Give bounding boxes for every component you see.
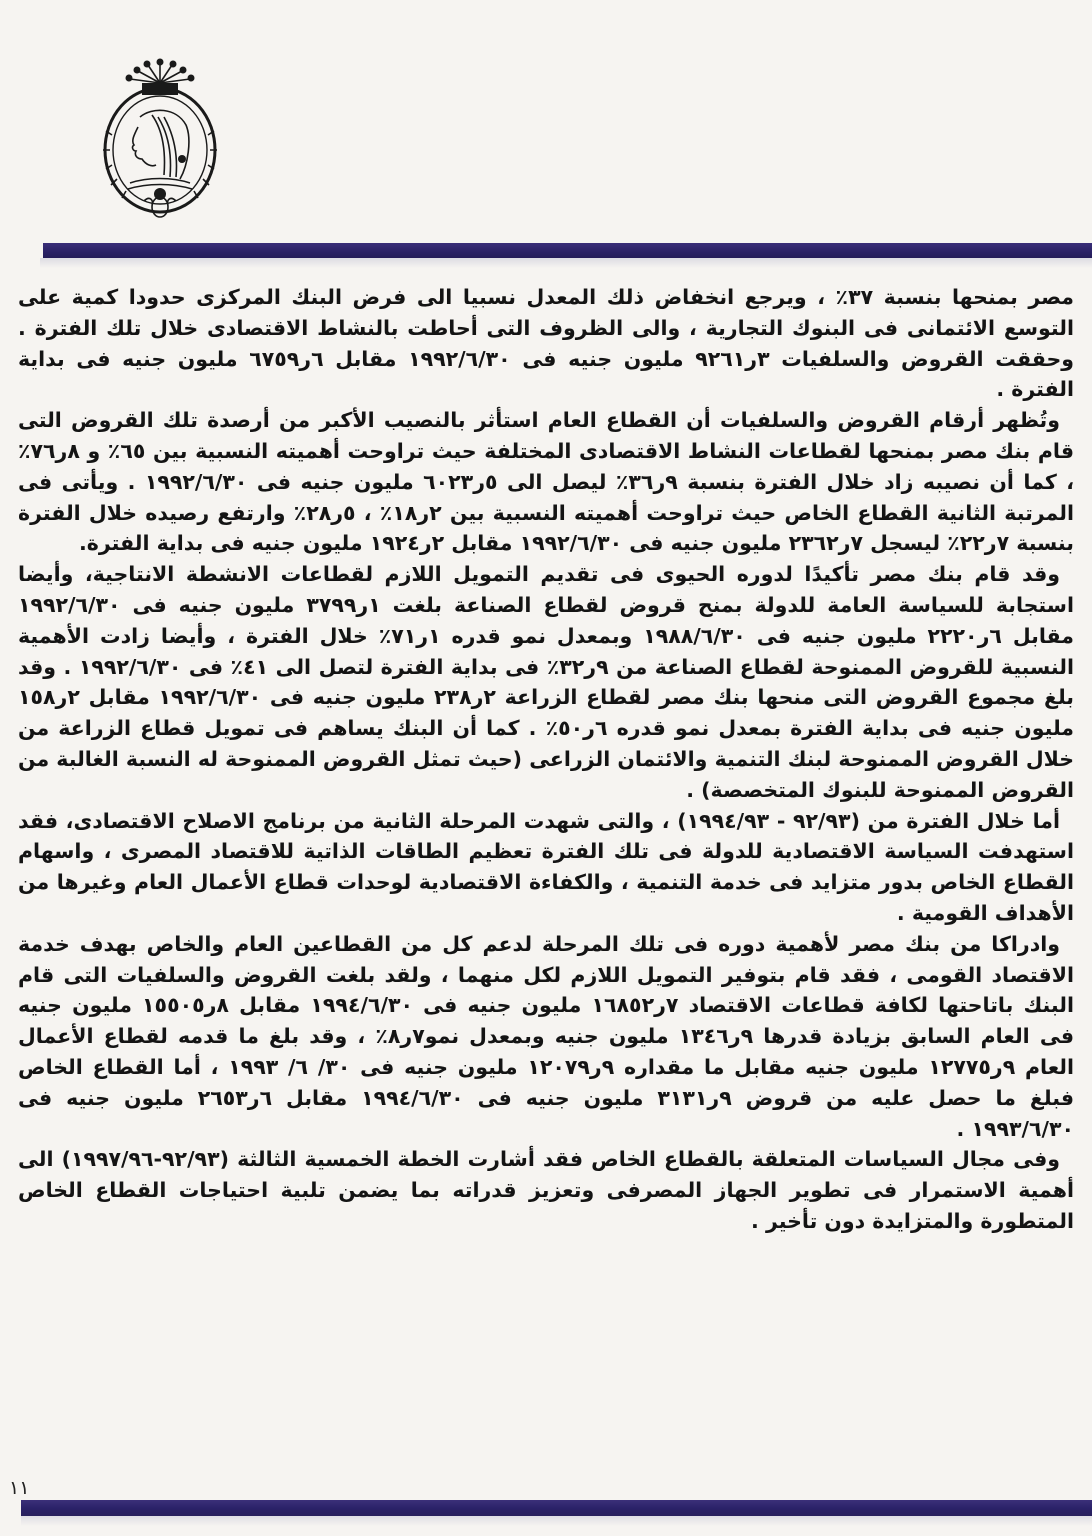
paragraph: وتُظهر أرقام القروض والسلفيات أن القطاع العام استأثر بالنصيب الأكبر من أرصدة تلك القروض التى قام بنك مصر بمنحها لقطاعات النشاط الاقتصادى المختلفة حيث تراوحت أهميته النسبية بين ٦٥٪ و ٨ر٧٦٪ ، كما أن نصيبه زاد خلال الفترة بنسبة ٩ر٣٦٪ ليصل الى ٥ر٦٠٢٣ مليون جنيه فى ١٩٩٢/٦/٣٠ . ويأتى فى المرتبة الثانية القطاع الخاص حيث تراوحت أهميته النسبية بين ٢ر١٨٪ ، ٥ر٢٨٪ وارتفع رصيده خلال الفترة بنسبة ٧ر٢٢٪ ليسجل ٧ر٢٣٦٢ مليون جنيه فى ١٩٩٢/٦/٣٠ مقابل ٢ر١٩٢٤ مليون جنيه فى بداية الفترة. [18,408,1074,556]
paragraph: مصر بمنحها بنسبة ٣٧٪ ، ويرجع انخفاض ذلك المعدل نسبيا الى فرض البنك المركزى حدودا كمية على التوسع الائتمانى فى البنوك التجارية ، والى الظروف التى أحاطت بالنشاط الاقتصادى خلال تلك الفترة . وحققت القروض والسلفيات ٣ر٩٢٦١ مليون جنيه فى ١٩٩٢/٦/٣٠ مقابل ٦ر٦٧٥٩ مليون جنيه فى بداية الفترة . [18,285,1074,402]
paragraph: أما خلال الفترة من (٩٢/٩٣ - ١٩٩٤/٩٣) ، والتى شهدت المرحلة الثانية من برنامج الاصلاح الاقتصادى، فقد استهدفت السياسة الاقتصادية للدولة فى تلك الفترة تعظيم الطاقات الذاتية للاقتصاد المصرى ، واسهام القطاع الخاص بدور متزايد فى خدمة التنمية ، والكفاءة الاقتصادية لوحدات قطاع الأعمال العام وغيرها من الأهداف القومية . [18,808,1074,925]
footer-band [21,1500,1092,1516]
footer-band-shadow [21,1516,1092,1526]
page-number: ١١ [9,1477,30,1499]
paragraph: وفى مجال السياسات المتعلقة بالقطاع الخاص فقد أشارت الخطة الخمسية الثالثة (٩٢/٩٣-١٩٩٧/٩٦) الى أهمية الاستمرار فى تطوير الجهاز المصرفى وتعزيز قدراته بما يضمن تلبية احتياجات القطاع الخاص المتطورة والمتزايدة دون تأخير . [18,1147,1074,1233]
article-body [18,282,1074,1237]
paragraph: وقد قام بنك مصر تأكيدًا لدوره الحيوى فى تقديم التمويل اللازم لقطاعات الانشطة الانتاجية، وأيضا استجابة للسياسة العامة للدولة بمنح قروض لقطاع الصناعة بلغت ١ر٣٧٩٩ مليون جنيه فى ١٩٩٢/٦/٣٠ مقابل ٦ر٢٢٢٠ مليون جنيه فى ١٩٨٨/٦/٣٠ وبمعدل نمو قدره ١ر٧١٪ خلال الفترة ، وأيضا زادت الأهمية النسبية للقروض الممنوحة لقطاع الصناعة من ٩ر٣٢٪ فى بداية الفترة لتصل الى ٤١٪ فى ١٩٩٢/٦/٣٠ . وقد بلغ مجموع القروض التى منحها بنك مصر لقطاع الزراعة ٢ر٢٣٨ مليون جنيه فى ١٩٩٢/٦/٣٠ مقابل ٢ر١٥٨ مليون جنيه فى بداية الفترة بمعدل نمو قدره ٦ر٥٠٪ . كما أن البنك يساهم فى تمويل قطاع الزراعة من خلال القروض الممنوحة لبنك التنمية والائتمان الزراعى (حيث تمثل القروض الممنوحة له النسبة الغالبة من القروض الممنوحة للبنوك المتخصصة) . [18,562,1075,802]
header-band-shadow [40,258,1092,268]
paragraph: وادراكا من بنك مصر لأهمية دوره فى تلك المرحلة لدعم كل من القطاعين العام والخاص بهدف خدمة الاقتصاد القومى ، فقد قام بتوفير التمويل اللازم لكل منهما ، ولقد بلغت القروض والسلفيات التى قام البنك باتاحتها لكافة قطاعات الاقتصاد ٧ر١٦٨٥٢ مليون جنيه فى ١٩٩٤/٦/٣٠ مقابل ٨ر١٥٥٠٥ مليون جنيه فى العام السابق بزيادة قدرها ٩ر١٣٤٦ مليون جنيه وبمعدل نمو٧ر٨٪ ، وقد بلغ ما قدمه لقطاع الأعمال العام ٩ر١٢٧٧٥ مليون جنيه مقابل ما مقداره ٩ر١٢٠٧٩ مليون جنيه فى ٣٠/ ٦/ ١٩٩٣ ، أما القطاع الخاص فبلغ ما حصل عليه من قروض ٩ر٣١٣١ مليون جنيه فى ١٩٩٤/٦/٣٠ مقابل ٦ر٢٦٥٣ مليون جنيه فى ١٩٩٣/٦/٣٠ . [18,931,1075,1141]
header-band [43,243,1092,258]
pharaonic-queen-emblem-icon [100,55,220,235]
